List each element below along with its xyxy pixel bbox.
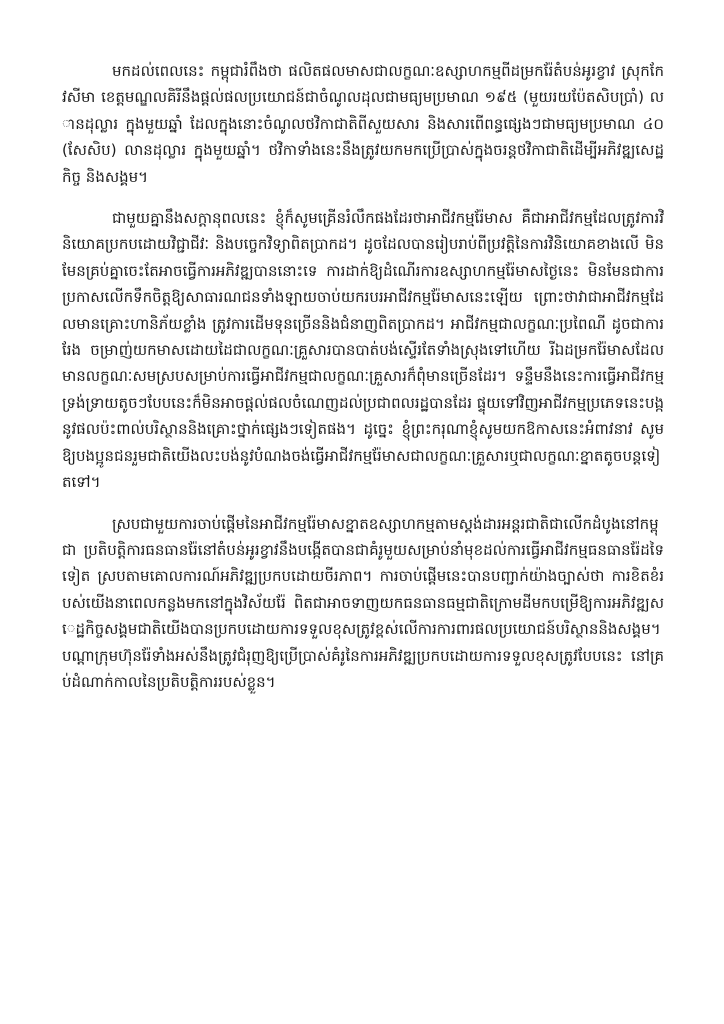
paragraph-2: ជាមួយគ្នានឹងសក្តានុពលនេះ ខ្ញុំក៏សូមគ្រើនរំលឹកផងដែរថាអាជីវកម្មរ៉ែមាស គឺជាអាជីវកម្មដែលត្រូវការវិនិយោគប្រកបដោយវិជ្ជាជីវៈ និងបច្ចេកវិទ្យាពិតប្រាកដ។ ដូចដែលបានរៀបរាប់ពីប្រវត្តិនៃការវិនិយោគខាងលើ មិនមែនគ្រប់គ្នាចេះតែអាចធ្វើការអភិវឌ្ឍបាននោះទេ ការដាក់ឱ្យដំណើរការឧស្សាហកម្មរ៉ែមាសថ្ងៃនេះ មិនមែនជាការប្រកាសលើកទឹកចិត្តឱ្យសាធារណជនទាំងឡាយចាប់យករបរអាជីវកម្មរ៉ែមាសនេះឡើយ ព្រោះថាវាជាអាជីវកម្មដែលមានគ្រោះហានិភ័យខ្លាំង ត្រូវការដើមទុនច្រើននិងជំនាញពិតប្រាកដ។ អាជីវកម្មជាលក្ខណៈប្រពៃណី ដូចជាការរែង ចម្រាញ់យកមាសដោយដៃជាលក្ខណៈគ្រួសារបានបាត់បង់ស្ទើរតែទាំងស្រុងទៅហើយ រីឯដម្រករ៉ែមាសដែលមានលក្ខណៈសមស្របសម្រាប់ការធ្វើអាជីវកម្មជាលក្ខណៈគ្រួសារក៏ពុំមានច្រើនដែរ។ ទន្ទឹមនឹងនេះការធ្វើអាជីវកម្មទ្រង់ទ្រាយតូចៗបែបនេះក៏មិនអាចផ្តល់ផលចំណេញដល់ប្រជាពលរដ្ឋបានដែរ ផ្ទុយទៅវិញអាជីវកម្មប្រភេទនេះបង្កនូវផលប៉ះពាល់បរិស្ថាននិងគ្រោះថ្នាក់ផ្សេងៗទៀតផង។ ដូច្នេះ ខ្ញុំព្រះករុណាខ្ញុំសូមយកឱកាសនេះអំពាវនាវ សូមឱ្យបងប្អូនជនរួមជាតិយើងលះបង់នូវបំណងចង់ធ្វើអាជីវកម្មរ៉ែមាសជាលក្ខណៈគ្រួសារឬជាលក្ខណៈខ្នាតតូចបន្តទៀតទៅ។ <box>62 209 664 492</box>
paragraph-3: ស្របជាមួយការចាប់ផ្តើមនៃអាជីវកម្មរ៉ែមាសខ្នាតឧស្សាហកម្មតាមស្តង់ដារអន្តរជាតិជាលើកដំបូងនៅកម្ពុជា ប្រតិបត្តិការធនធានរ៉ែនៅតំបន់អូរខ្វាវនឹងបង្កើតបានជាគំរូមួយសម្រាប់នាំមុខដល់ការធ្វើអាជីវកម្មធនធានរ៉ែដទៃទៀត ស្របតាមគោលការណ៍អភិវឌ្ឍប្រកបដោយចីរភាព។ ការចាប់ផ្តើមនេះបានបញ្ជាក់យ៉ាងច្បាស់ថា ការខិតខំរបស់យើងនាពេលកន្លងមកនៅក្នុងវិស័យរ៉ែ ពិតជាអាចទាញយកធនធានធម្មជាតិក្រោមដីមកបម្រើឱ្យការអភិវឌ្ឍសេដ្ឋកិច្ចសង្គមជាតិយើងបានប្រកបដោយការទទួលខុសត្រូវខ្ពស់លើការការពារផលប្រយោជន៍បរិស្ថាននិងសង្គម។ បណ្តាក្រុមហ៊ុនរ៉ែទាំងអស់នឹងត្រូវជំរុញឱ្យប្រើប្រាស់គំរូនៃការអភិវឌ្ឍប្រកបដោយការទទួលខុសត្រូវបែបនេះ នៅគ្រប់ដំណាក់កាលនៃប្រតិបត្តិការរបស់ខ្លួន។ <box>62 514 664 691</box>
paragraph-1: មកដល់ពេលនេះ កម្ពុជារំពឹងថា ផលិតផលមាសជាលក្ខណៈឧស្សាហកម្មពីដម្រករ៉ែតំបន់អូរខ្វាវ ស្រុកកែវសីមា ខេត្តមណ្ឌលគិរីនឹងផ្តល់ផលប្រយោជន៍ជាចំណូលដុលជាមធ្យមប្រមាណ ១៩៥ (មួយរយប៉ែតសិបប្រាំ) លានដុល្លារ ក្នុងមួយឆ្នាំ ដែលក្នុងនោះចំណូលថវិកាជាតិពីសួយសារ និងសារពើពន្ធផ្សេងៗជាមធ្យមប្រមាណ ៤០ (សែសិប) លានដុល្លារ ក្នុងមួយឆ្នាំ។ ថវិកាទាំងនេះនឹងត្រូវយកមកប្រើប្រាស់ក្នុងចរន្តថវិកាជាតិដើម្បីអភិវឌ្ឍសេដ្ឋកិច្ច និងសង្គម។ <box>62 62 664 186</box>
